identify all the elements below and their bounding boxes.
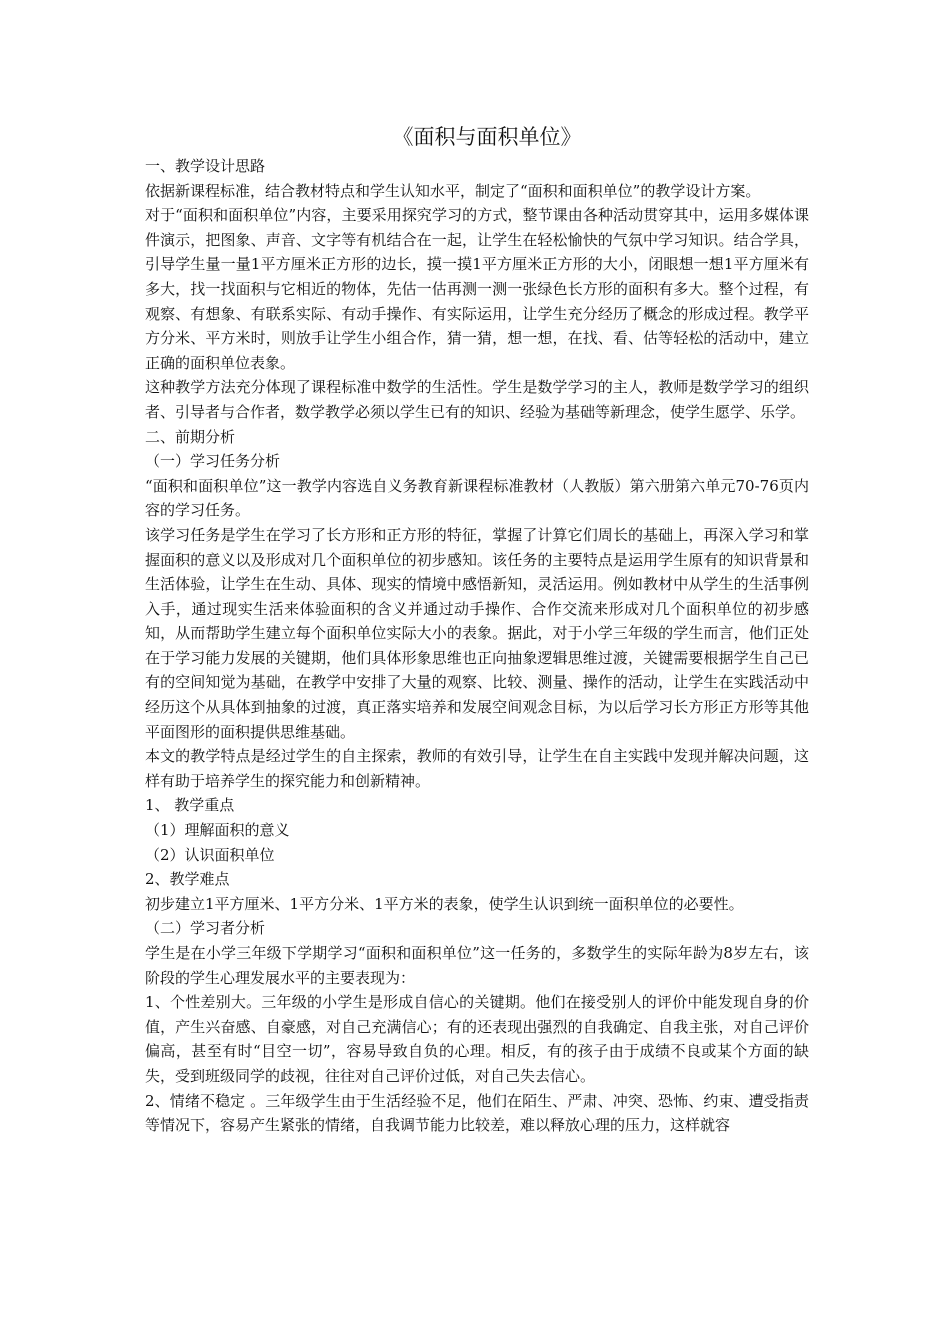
paragraph: 依据新课程标准，结合教材特点和学生认知水平，制定了“面积和面积单位”的教学设计方案。: [145, 181, 761, 200]
section-heading: 二、前期分析: [145, 427, 236, 446]
paragraph: “面积和面积单位”这一教学内容选自义务教育新课程标准教材（人教版）第六册第六单元70-76页内容的学习任务。: [145, 476, 809, 520]
section-heading: 一、教学设计思路: [145, 157, 266, 175]
subsection-heading: 2、教学难点: [145, 870, 230, 889]
paragraph: 本文的教学特点是经过学生的自主探索，教师的有效引导，让学生在自主实践中发现并解决问题，这样有助于培养学生的探究能力和创新精神。: [145, 747, 809, 790]
subsection-heading: 1、 教学重点: [145, 796, 235, 815]
paragraph: 该学习任务是学生在学习了长方形和正方形的特征，掌握了计算它们周长的基础上，再深入学习和掌握面积的意义以及形成对几个面积单位的初步感知。该任务的主要特点是运用学生原有的知识背景和生活体验，让学生在生动、具体、现实的情境中感悟新知，灵活运用。例如教材中从学生的生活事例入手，通过现实生活来体验面积的含义并通过动手操作、合作交流来形成对几个面积单位的初步感知，从而帮助学生建立每个面积单位实际大小的表象。据此，对于小学三年级的学生而言，他们正处在于学习能力发展的关键期，他们具体形象思维也正向抽象逻辑思维过渡，关键需要根据学生自己已有的空间知觉为基础，在教学中安排了大量的观察、比较、测量、操作的活动，让学生在实践活动中经历这个从具体到抽象的过渡，真正落实培养和发展空间观念目标，为以后学习长方形正方形等其他平面图形的面积提供思维基础。: [145, 525, 809, 741]
paragraph: 1、个性差别大。三年级的小学生是形成自信心的关键期。他们在接受别人的评价中能发现自身的价值，产生兴奋感、自豪感，对自己充满信心；有的还表现出强烈的自我确定、自我主张，对自己评价偏高，甚至有时“目空一切”，容易导致自负的心理。相反，有的孩子由于成绩不良或某个方面的缺失，受到班级同学的歧视，往往对自己评价过低，对自己失去信心。: [145, 993, 809, 1085]
paragraph: 这种教学方法充分体现了课程标准中数学的生活性。学生是数学学习的主人，教师是数学学习的组织者、引导者与合作者，数学教学必须以学生已有的知识、经验为基础等新理念，使学生愿学、乐学。: [145, 378, 809, 421]
document-title: 《面积与面积单位》: [392, 125, 582, 149]
list-item: （1）理解面积的意义: [145, 821, 290, 840]
paragraph: 初步建立1平方厘米、1平方分米、1平方米的表象，使学生认识到统一面积单位的必要性。: [145, 894, 744, 913]
subsection-heading: （一）学习任务分析: [145, 452, 281, 471]
list-item: （2）认识面积单位: [145, 845, 275, 864]
paragraph: 2、情绪不稳定 。三年级学生由于生活经验不足，他们在陌生、严肃、冲突、恐怖、约束、遭受指责等情况下，容易产生紧张的情绪，自我调节能力比较差，难以释放心理的压力，这样就容: [145, 1091, 809, 1135]
paragraph: 对于“面积和面积单位”内容，主要采用探究学习的方式，整节课由各种活动贯穿其中，运用多媒体课件演示，把图象、声音、文字等有机结合在一起，让学生在轻松愉快的气氛中学习知识。结合学具，引导学生量一量1平方厘米正方形的边长，摸一摸1平方厘米正方形的大小，闭眼想一想1平方厘米有多大，找一找面积与它相近的物体，先估一估再测一测一张绿色长方形的面积有多大。整个过程，有观察、有想象、有联系实际、有动手操作、有实际运用，让学生充分经历了概念的形成过程。教学平方分米、平方米时，则放手让学生小组合作，猜一猜，想一想，在找、看、估等轻松的活动中，建立正确的面积单位表象。: [145, 206, 809, 372]
paragraph: 学生是在小学三年级下学期学习“面积和面积单位”这一任务的，多数学生的实际年龄为8岁左右，该阶段的学生心理发展水平的主要表现为：: [145, 944, 809, 987]
document-page: [145, 120, 809, 1138]
subsection-heading: （二）学习者分析: [145, 919, 266, 938]
